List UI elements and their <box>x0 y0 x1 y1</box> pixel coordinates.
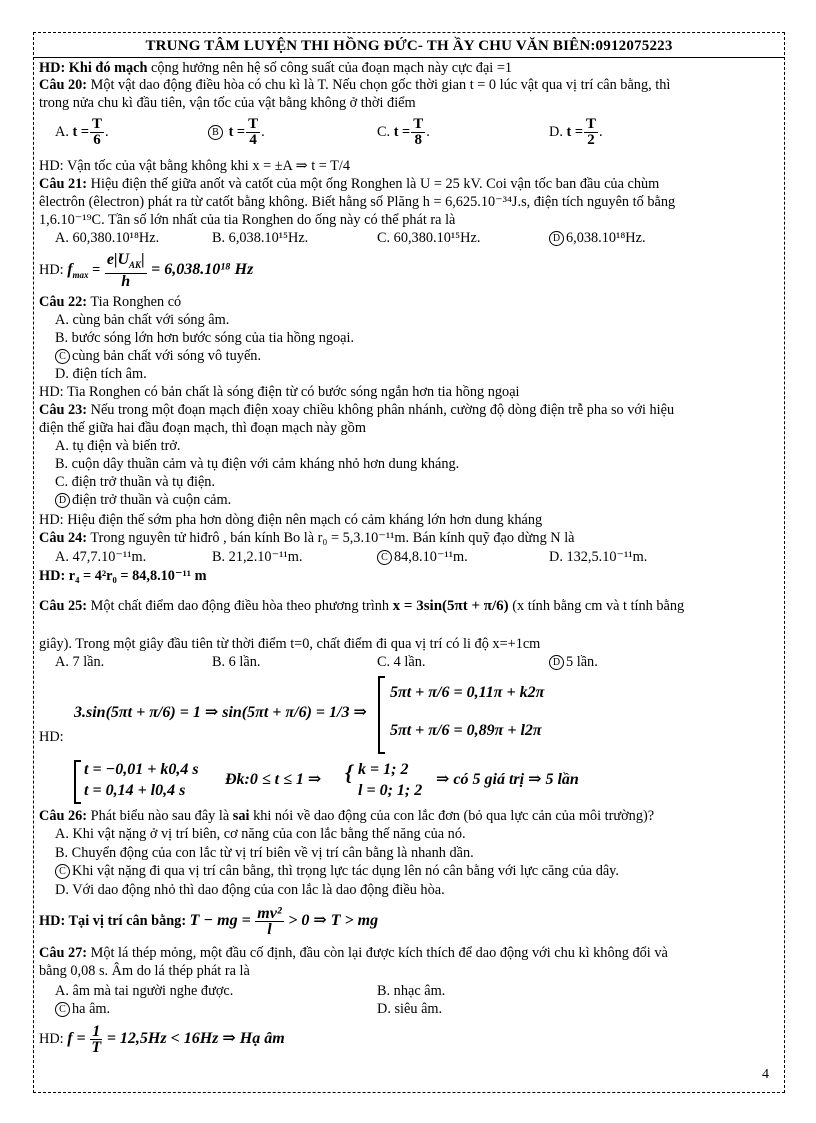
q20-option-b[interactable]: B t = $\frac{T}{4}$ . <box>208 117 265 148</box>
q20-hint: HD: Vận tốc của vật bằng không khi x = ±A ⇒ t = T/4 <box>39 158 350 174</box>
q22-text: Câu 22: Tia Ronghen có <box>39 294 182 310</box>
q25-text-2: giây). Trong một giây đầu tiên từ thời điểm t=0, chất điểm đi qua vị trí có li độ x=+1cm <box>39 636 541 652</box>
q26-option-b[interactable]: B. Chuyển động của con lắc từ vị trí biên về vị trí cân bằng là nhanh dần. <box>55 845 474 861</box>
q23-hint: HD: Hiệu điện thế sớm pha hơn dòng điện nên mạch có cảm kháng lớn hơn dung kháng <box>39 512 543 528</box>
page-number: 4 <box>762 1067 769 1082</box>
q21-text-3: 1,6.10⁻¹⁹C. Tần số lớn nhất của tia Ronghen do ống này có thể phát ra là <box>39 212 456 228</box>
q22-option-c[interactable]: C cùng bản chất với sóng vô tuyến. <box>55 348 261 365</box>
q25-hint-case-2: 5πt + π/6 = 0,89π + l2π <box>390 722 542 739</box>
q26-text: Câu 26: Phát biểu nào sau đây là sai khi nói về dao động của con lắc đơn (bỏ qua lực cản của môi trường)? <box>39 808 655 824</box>
q25-option-a[interactable]: A. 7 lần. <box>55 654 105 670</box>
q20-option-a[interactable]: A. t = $\frac{T}{6}$ . <box>55 116 109 148</box>
q25-option-c[interactable]: C. 4 lần. <box>377 654 426 670</box>
q22-option-d[interactable]: D. điện tích âm. <box>55 366 147 382</box>
q23-option-a[interactable]: A. tụ điện và biến trở. <box>55 438 181 454</box>
q23-option-d[interactable]: D điện trở thuần và cuộn cảm. <box>55 492 231 509</box>
q25-hint-conclusion: ⇒ có 5 giá trị ⇒ 5 lần <box>436 771 579 788</box>
selected-answer-circle-icon: C <box>55 1002 70 1017</box>
q21-option-a[interactable]: A. 60,380.10¹⁸Hz. <box>55 230 160 246</box>
q23-option-b[interactable]: B. cuộn dây thuần cảm và tụ điện với cảm kháng nhỏ hơn dung kháng. <box>55 456 460 472</box>
q27-option-b[interactable]: B. nhạc âm. <box>377 983 446 999</box>
q27-text-2: bằng 0,08 s. Âm do lá thép phát ra là <box>39 963 250 979</box>
selected-answer-circle-icon: D <box>55 493 70 508</box>
selected-answer-circle-icon: D <box>549 231 564 246</box>
q25-hint-sys-2: t = 0,14 + l0,4 s <box>84 782 186 799</box>
selected-answer-circle-icon: D <box>549 655 564 670</box>
q27-option-a[interactable]: A. âm mà tai người nghe được. <box>55 983 234 999</box>
q24-text: Câu 24: Trong nguyên tử hiđrô , bán kính Bo là r₀ = 5,3.10⁻¹¹m. Bán kính quỹ đạo dừng N là <box>39 530 575 546</box>
q26-option-a[interactable]: A. Khi vật nặng ở vị trí biên, cơ năng của con lắc bằng thế năng của nó. <box>55 826 466 842</box>
hd-previous: HD: Khi đó mạch cộng hưởng nên hệ số công suất của đoạn mạch này cực đại =1 <box>39 60 513 76</box>
selected-answer-circle-icon: C <box>55 349 70 364</box>
q25-hint-case-1: 5πt + π/6 = 0,11π + k2π <box>390 684 545 701</box>
selected-answer-circle-icon: B <box>208 125 223 140</box>
q24-option-b[interactable]: B. 21,2.10⁻¹¹m. <box>212 549 303 565</box>
q21-option-b[interactable]: B. 6,038.10¹⁵Hz. <box>212 230 309 246</box>
q26-hint: HD: Tại vị trí cân bằng: T − mg = $\frac{\text{mv²}}{l}$ > 0 ⇒ T > mg <box>39 905 379 938</box>
selected-answer-circle-icon: C <box>55 864 70 879</box>
q21-text-1: Câu 21: Hiệu điện thế giữa anốt và catốt của một ống Ronghen là U = 25 kV. Coi vận tốc ban đầu của chùm <box>39 176 660 192</box>
q25-hint-sys-1: t = −0,01 + k0,4 s <box>84 761 199 778</box>
q25-hint-condition: Đk:0 ≤ t ≤ 1 ⇒ <box>225 771 322 788</box>
q21-text-2: êlectrôn (êlectron) phát ra từ catốt bằng không. Biết hằng số Plăng h = 6,625.10⁻³⁴J.s, điện tích nguyên tố bằng <box>39 194 676 210</box>
q21-hint: HD: $f_{max}$ = $\frac{e|U_{AK}|}{h}$ = 6,038.10¹⁸ Hz <box>39 251 254 291</box>
q20-option-d[interactable]: D. t = $\frac{T}{2}$ . <box>549 116 603 148</box>
q25-option-d[interactable]: D 5 lần. <box>549 654 598 671</box>
q27-hint: HD: f = $\frac{1}{T}$ = 12,5Hz < 16Hz ⇒ Hạ âm <box>39 1023 285 1056</box>
q24-option-d[interactable]: D. 132,5.10⁻¹¹m. <box>549 549 648 565</box>
q25-hint-res-2: l = 0; 1; 2 <box>358 782 423 799</box>
system-bracket <box>74 760 81 804</box>
q27-option-d[interactable]: D. siêu âm. <box>377 1001 443 1017</box>
q20-text-2: trong nửa chu kì đầu tiên, vận tốc của vật bằng không ở thời điểm <box>39 95 416 111</box>
header-rule <box>34 57 784 58</box>
selected-answer-circle-icon: C <box>377 550 392 565</box>
q26-option-d[interactable]: D. Với dao động nhỏ thì dao động của con lắc là dao động điều hòa. <box>55 882 445 898</box>
q27-option-c[interactable]: C ha âm. <box>55 1001 110 1018</box>
q23-option-c[interactable]: C. điện trở thuần và tụ điện. <box>55 474 216 490</box>
q25-text-1: Câu 25: Một chất điểm dao động điều hòa theo phương trình x = 3sin(5πt + π/6) (x tính bằng cm và t tính bằng <box>39 598 685 614</box>
brace-icon: { <box>345 760 353 785</box>
q24-option-c[interactable]: C 84,8.10⁻¹¹m. <box>377 549 468 566</box>
q22-option-b[interactable]: B. bước sóng lớn hơn bước sóng của tia hồng ngoại. <box>55 330 355 346</box>
q24-hint: HD: r₄ = 4²r₀ = 84,8.10⁻¹¹ m <box>39 568 207 584</box>
q21-option-c[interactable]: C. 60,380.10¹⁵Hz. <box>377 230 481 246</box>
q20-option-c[interactable]: C. t = $\frac{T}{8}$ . <box>377 116 430 148</box>
q21-option-d[interactable]: D 6,038.10¹⁸Hz. <box>549 230 646 247</box>
case-bracket <box>378 676 385 754</box>
q23-text-1: Câu 23: Nếu trong một đoạn mạch điện xoay chiều không phân nhánh, cường độ dòng điện trễ pha so với hiệu <box>39 402 675 418</box>
q23-text-2: điện thế giữa hai đầu đoạn mạch, thì đoạn mạch này gồm <box>39 420 366 436</box>
q26-option-c[interactable]: C Khi vật nặng đi qua vị trí cân bằng, thì trọng lực tác dụng lên nó cân bằng với lực căng của dây. <box>55 863 619 880</box>
q25-hint-label: HD: <box>39 729 64 745</box>
q25-hint-line-1: 3.sin(5πt + π/6) = 1 ⇒ sin(5πt + π/6) = 1/3 ⇒ <box>74 704 367 721</box>
q27-text-1: Câu 27: Một lá thép mỏng, một đầu cố định, đầu còn lại được kích thích để dao động với chu kì không đổi và <box>39 945 668 961</box>
q22-option-a[interactable]: A. cùng bản chất với sóng âm. <box>55 312 230 328</box>
q22-hint: HD: Tia Ronghen có bản chất là sóng điện từ có bước sóng ngắn hơn tia hồng ngoại <box>39 384 520 400</box>
q25-hint-res-1: k = 1; 2 <box>358 761 409 778</box>
q20-text-1: Câu 20: Một vật dao động điều hòa có chu kì là T. Nếu chọn gốc thời gian t = 0 lúc vật qua vị trí cân bằng, thì <box>39 77 671 93</box>
q24-option-a[interactable]: A. 47,7.10⁻¹¹m. <box>55 549 147 565</box>
page-header: TRUNG TÂM LUYỆN THI HỒNG ĐỨC- TH ẦY CHU VĂN BIÊN:0912075223 <box>145 38 673 54</box>
q25-option-b[interactable]: B. 6 lần. <box>212 654 261 670</box>
